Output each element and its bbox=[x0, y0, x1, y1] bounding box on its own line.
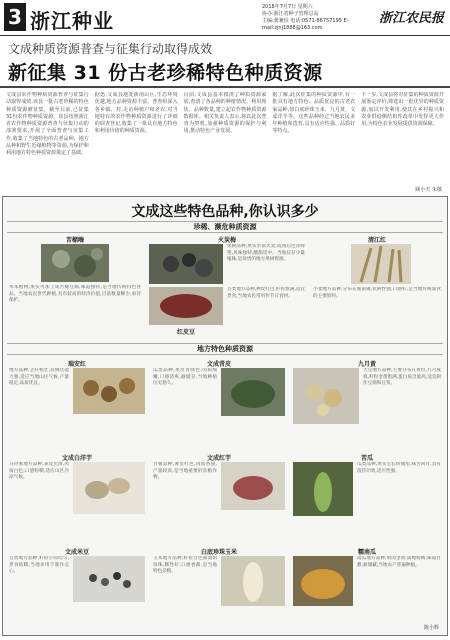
feature-title: 文成这些特色品种,你认识多少 bbox=[131, 204, 319, 220]
variety-name: 文成米豆 bbox=[64, 549, 89, 556]
article-author: 顾小天 朱敬 bbox=[415, 187, 442, 193]
variety-description: 瓜类品种,果皮青绿色,肉质细嫩,口感清爽,耐储存,当地种植历史悠久。 bbox=[153, 368, 217, 387]
variety-name: 苦瓜 bbox=[360, 455, 373, 462]
variety-name: 文成白洋芋 bbox=[61, 455, 92, 462]
variety-description: 地方品种,茎秆粗壮,抗倒伏能力强,适应当地山区气候,产量稳定,品质优良。 bbox=[9, 368, 69, 387]
variety-name: 文成红芋 bbox=[206, 455, 231, 462]
variety-photo bbox=[293, 556, 353, 606]
feature-box bbox=[2, 196, 448, 636]
headline-divider bbox=[0, 86, 450, 88]
variety-photo bbox=[149, 244, 223, 284]
variety-name: 苦槠嗨 bbox=[65, 237, 84, 244]
section-band-local: 地方特色种质资源 bbox=[7, 343, 443, 355]
variety-name: 糯南瓜 bbox=[357, 549, 376, 556]
variety-item bbox=[291, 453, 443, 543]
article-column: 文成县农作物种质资源普查与征集行动取得成效,该县一批古老珍稀的特色种质资源被征集。截至目前,已征集31份农作物种质资源。该县按照浙江省农作物种质资源普查与征集行动的部署要求,开展了全面普查与征集工作,收集了当地特色的古老品种、地方品种和野生近缘植物等资源,为保护和利用地方特色种质资源奠定了基础。 bbox=[6, 92, 89, 157]
variety-name: 火炭梅 bbox=[217, 237, 236, 244]
variety-description: 玉米地方品种,籽粒白色圆润如珍珠,糯性好,口感香甜,是当地特色杂粮。 bbox=[153, 556, 217, 575]
masthead bbox=[0, 0, 450, 36]
article-column: 据悉,文成县地处浙南山区,生态环境优越,地方品种资源丰富。普查组深入各乡镇、村,走访种植户和老农,对当地特有的农作物种质资源进行了详细的调查登记,收集了一批具有地方特色和利用价值的种质资源。 bbox=[94, 92, 178, 135]
variety-description: 木本植物,果实可加工成苦槠豆腐,味道独特,是当地传统特色食品。当地农民世代种植,具有较高的经济价值,目前数量稀少,亟待保护。 bbox=[9, 285, 141, 304]
variety-photo bbox=[221, 556, 285, 606]
variety-photo bbox=[149, 287, 223, 325]
variety-item bbox=[7, 547, 147, 633]
variety-description: 甘薯品种,薯皮红色,肉质香甜,产量较高,是当地重要的杂粮作物。 bbox=[153, 462, 217, 481]
page-number: 3 bbox=[4, 3, 26, 31]
article-column: 下一步,文成县将对征集的种质资源开展鉴定评价,筛选出一批优异的种质资源,加以开发利用,使其在乡村振兴和农业供给侧结构性改革中发挥更大作用,为特色农业发展提供资源保障。 bbox=[361, 92, 444, 128]
variety-description: 豆类地方品种,籽粒小而均匀,煮食软糯,当地多用于制作点心。 bbox=[9, 556, 69, 575]
variety-description: 小麦地方品种,分布在瓯南镇,抗病性强,口感好,是当地传统面食的主要原料。 bbox=[313, 287, 441, 299]
variety-description: 豆类地方品种,种皮红色,籽粒饱满,适宜煮食,当地农民常用作节日食材。 bbox=[227, 287, 305, 299]
article-headline: 新征集 31 份古老珍稀特色种质资源 bbox=[8, 62, 323, 84]
variety-photo bbox=[221, 462, 285, 510]
variety-item bbox=[7, 235, 143, 339]
variety-photo bbox=[73, 368, 145, 414]
variety-item bbox=[147, 235, 307, 339]
article-body bbox=[6, 92, 444, 192]
variety-photo bbox=[73, 556, 145, 602]
variety-name: 文成青皮 bbox=[206, 361, 231, 368]
variety-description: 果树品种,果实形似火炭,成熟后色泽鲜艳,风味独特,酸甜适中。当地仅存少量植株,是珍贵的地方果树资源。 bbox=[227, 244, 305, 263]
variety-photo bbox=[293, 462, 353, 516]
variety-item bbox=[151, 547, 287, 633]
variety-name: 清江红 bbox=[367, 237, 386, 244]
variety-item bbox=[151, 453, 287, 543]
article-column: 目前,文成县基本摸清了种质资源家底,查清了各品种的种植情况、利用现状、品种数量,建立起农作物种质资源数据库。相关负责人表示,将以此次普查为契机,加强种质资源的保护与利用,推动特色产业发展。 bbox=[183, 92, 267, 135]
section-band-rare: 珍稀、濒危种质资源 bbox=[7, 221, 443, 233]
feature-signature: 陈小辉 bbox=[423, 625, 439, 631]
variety-name: 红皮豆 bbox=[176, 329, 195, 336]
variety-description: 马铃薯地方品种,表皮光滑,肉质白色,口感粉糯,适应山区冷凉气候。 bbox=[9, 462, 69, 481]
article-kicker: 文成种质资源普查与征集行动取得成效 bbox=[8, 42, 213, 56]
variety-item bbox=[7, 453, 147, 543]
variety-description: 南瓜地方品种,果肉金黄,质地粉糯,味道甘甜,耐储藏,当地农户普遍种植。 bbox=[357, 556, 441, 568]
variety-name: 瑞安红 bbox=[67, 361, 86, 368]
section-title: 浙江种业 bbox=[30, 9, 114, 33]
variety-item bbox=[311, 235, 443, 339]
variety-description: 大豆地方品种,主要分布在黄坦,九月成熟,籽粒金黄饱满,蛋白质含量高,适宜制作豆腐和豆浆。 bbox=[363, 368, 441, 387]
variety-name: 九月黄 bbox=[357, 361, 376, 368]
variety-name: 白底珍珠玉米 bbox=[200, 549, 237, 556]
variety-photo bbox=[351, 244, 411, 284]
variety-item bbox=[291, 359, 443, 449]
variety-photo bbox=[293, 368, 359, 424]
variety-item bbox=[7, 359, 147, 449]
article-column: 据了解,此次征集的种质资源中,有一批具有地方特色、品质优良的古老农家品种,如白底珍珠玉米、九月黄、文成洋芋等。这些品种经过当地农民多年种植和选育,具有适应性强、品质好等特点。 bbox=[272, 92, 356, 135]
variety-photo bbox=[41, 244, 109, 282]
issue-meta: 2018年7月7日 星期六 协办:浙江省种子管理总站 主编:龚兼俭 电话:0571-86757195 E-mail:zjnj1888@163.com bbox=[262, 4, 349, 31]
variety-photo bbox=[221, 368, 285, 416]
variety-item bbox=[291, 547, 443, 633]
newspaper-logo: 浙江农民报 bbox=[378, 11, 444, 26]
variety-photo bbox=[73, 462, 145, 514]
variety-item bbox=[151, 359, 287, 449]
variety-description: 瓜类品种,果实呈长纺锤形,味苦回甘,具有清热功效,适应性强。 bbox=[357, 462, 441, 474]
